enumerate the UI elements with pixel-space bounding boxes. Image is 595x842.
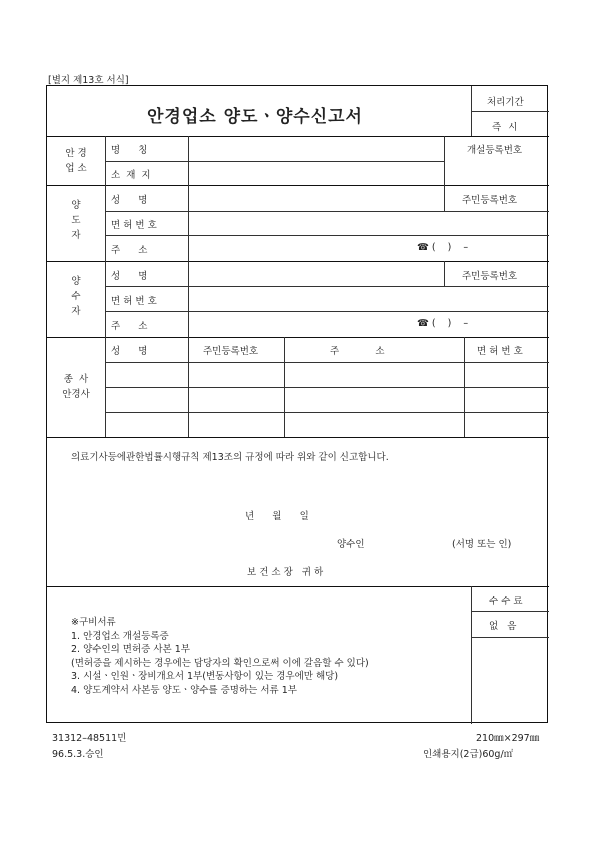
transferor-license-label: 면 허 번 호 xyxy=(111,220,157,231)
document-item: 4. 양도계약서 사본등 양도ㆍ양수를 증명하는 서류 1부 xyxy=(71,684,297,696)
applicant-label: 양수인 xyxy=(337,539,365,550)
staff-header-resident: 주민등록번호 xyxy=(203,346,259,357)
form-number: [별지 제13호 서식] xyxy=(48,75,129,86)
date-line: 년 월 일 xyxy=(245,511,309,522)
transferee-address-label: 주 소 xyxy=(111,321,148,332)
business-name-label: 명 칭 xyxy=(111,145,148,156)
document-item: 2. 양수인의 면허증 사본 1부 xyxy=(71,644,190,655)
form-title: 안경업소 양도ㆍ양수신고서 xyxy=(147,107,363,127)
transferee-resident-label: 주민등록번호 xyxy=(462,271,518,282)
document-item: 1. 안경업소 개설등록증 xyxy=(71,630,169,642)
fee-label: 수 수 료 xyxy=(489,596,523,607)
processing-period-value: 즉 시 xyxy=(492,122,520,133)
business-section-label: 안 경 업 소 xyxy=(65,148,87,174)
business-address-label: 소 재 지 xyxy=(111,170,151,181)
transferor-resident-label: 주민등록번호 xyxy=(462,195,518,206)
declaration-form xyxy=(46,85,548,723)
transferor-address-label: 주 소 xyxy=(111,245,148,256)
processing-period-label: 처리기간 xyxy=(487,97,524,108)
transferee-license-label: 면 허 번 호 xyxy=(111,296,157,307)
footer-size: 210㎜×297㎜ xyxy=(476,733,540,744)
document-item: (면허증을 제시하는 경우에는 담당자의 확인으로써 이에 갈음할 수 있다) xyxy=(71,657,369,669)
transferor-phone: ☎ ( ) – xyxy=(417,242,469,253)
footer-paper: 인쇄용지(2급)60g/㎡ xyxy=(423,749,514,760)
document-item: 3. 시설ㆍ인원ㆍ장비개요서 1부(변동사항이 있는 경우에만 해당) xyxy=(71,671,339,682)
footer-approved: 96.5.3.승인 xyxy=(52,749,104,760)
signature-label: (서명 또는 인) xyxy=(452,539,512,550)
transferee-phone: ☎ ( ) – xyxy=(417,318,469,329)
fee-value: 없 음 xyxy=(489,621,517,632)
transferor-name-label: 성 명 xyxy=(111,195,148,206)
staff-header-name: 성 명 xyxy=(111,346,148,357)
declaration-text: 의료기사등에관한법률시행규칙 제13조의 규정에 따라 위와 같이 신고합니다. xyxy=(71,452,389,463)
addressee: 보 건 소 장 귀 하 xyxy=(247,567,324,578)
documents-heading: ※구비서류 xyxy=(71,617,116,628)
staff-header-address: 주 소 xyxy=(330,346,385,357)
staff-header-license: 면 허 번 호 xyxy=(477,346,523,357)
transferee-section-label: 양 수 자 xyxy=(71,276,81,317)
transferee-name-label: 성 명 xyxy=(111,271,148,282)
footer-code: 31312–48511민 xyxy=(52,733,127,744)
staff-section-label: 종 사 안경사 xyxy=(62,374,90,400)
transferor-section-label: 양 도 자 xyxy=(71,200,81,241)
required-documents xyxy=(71,616,369,697)
opening-registration-label: 개설등록번호 xyxy=(467,145,523,156)
